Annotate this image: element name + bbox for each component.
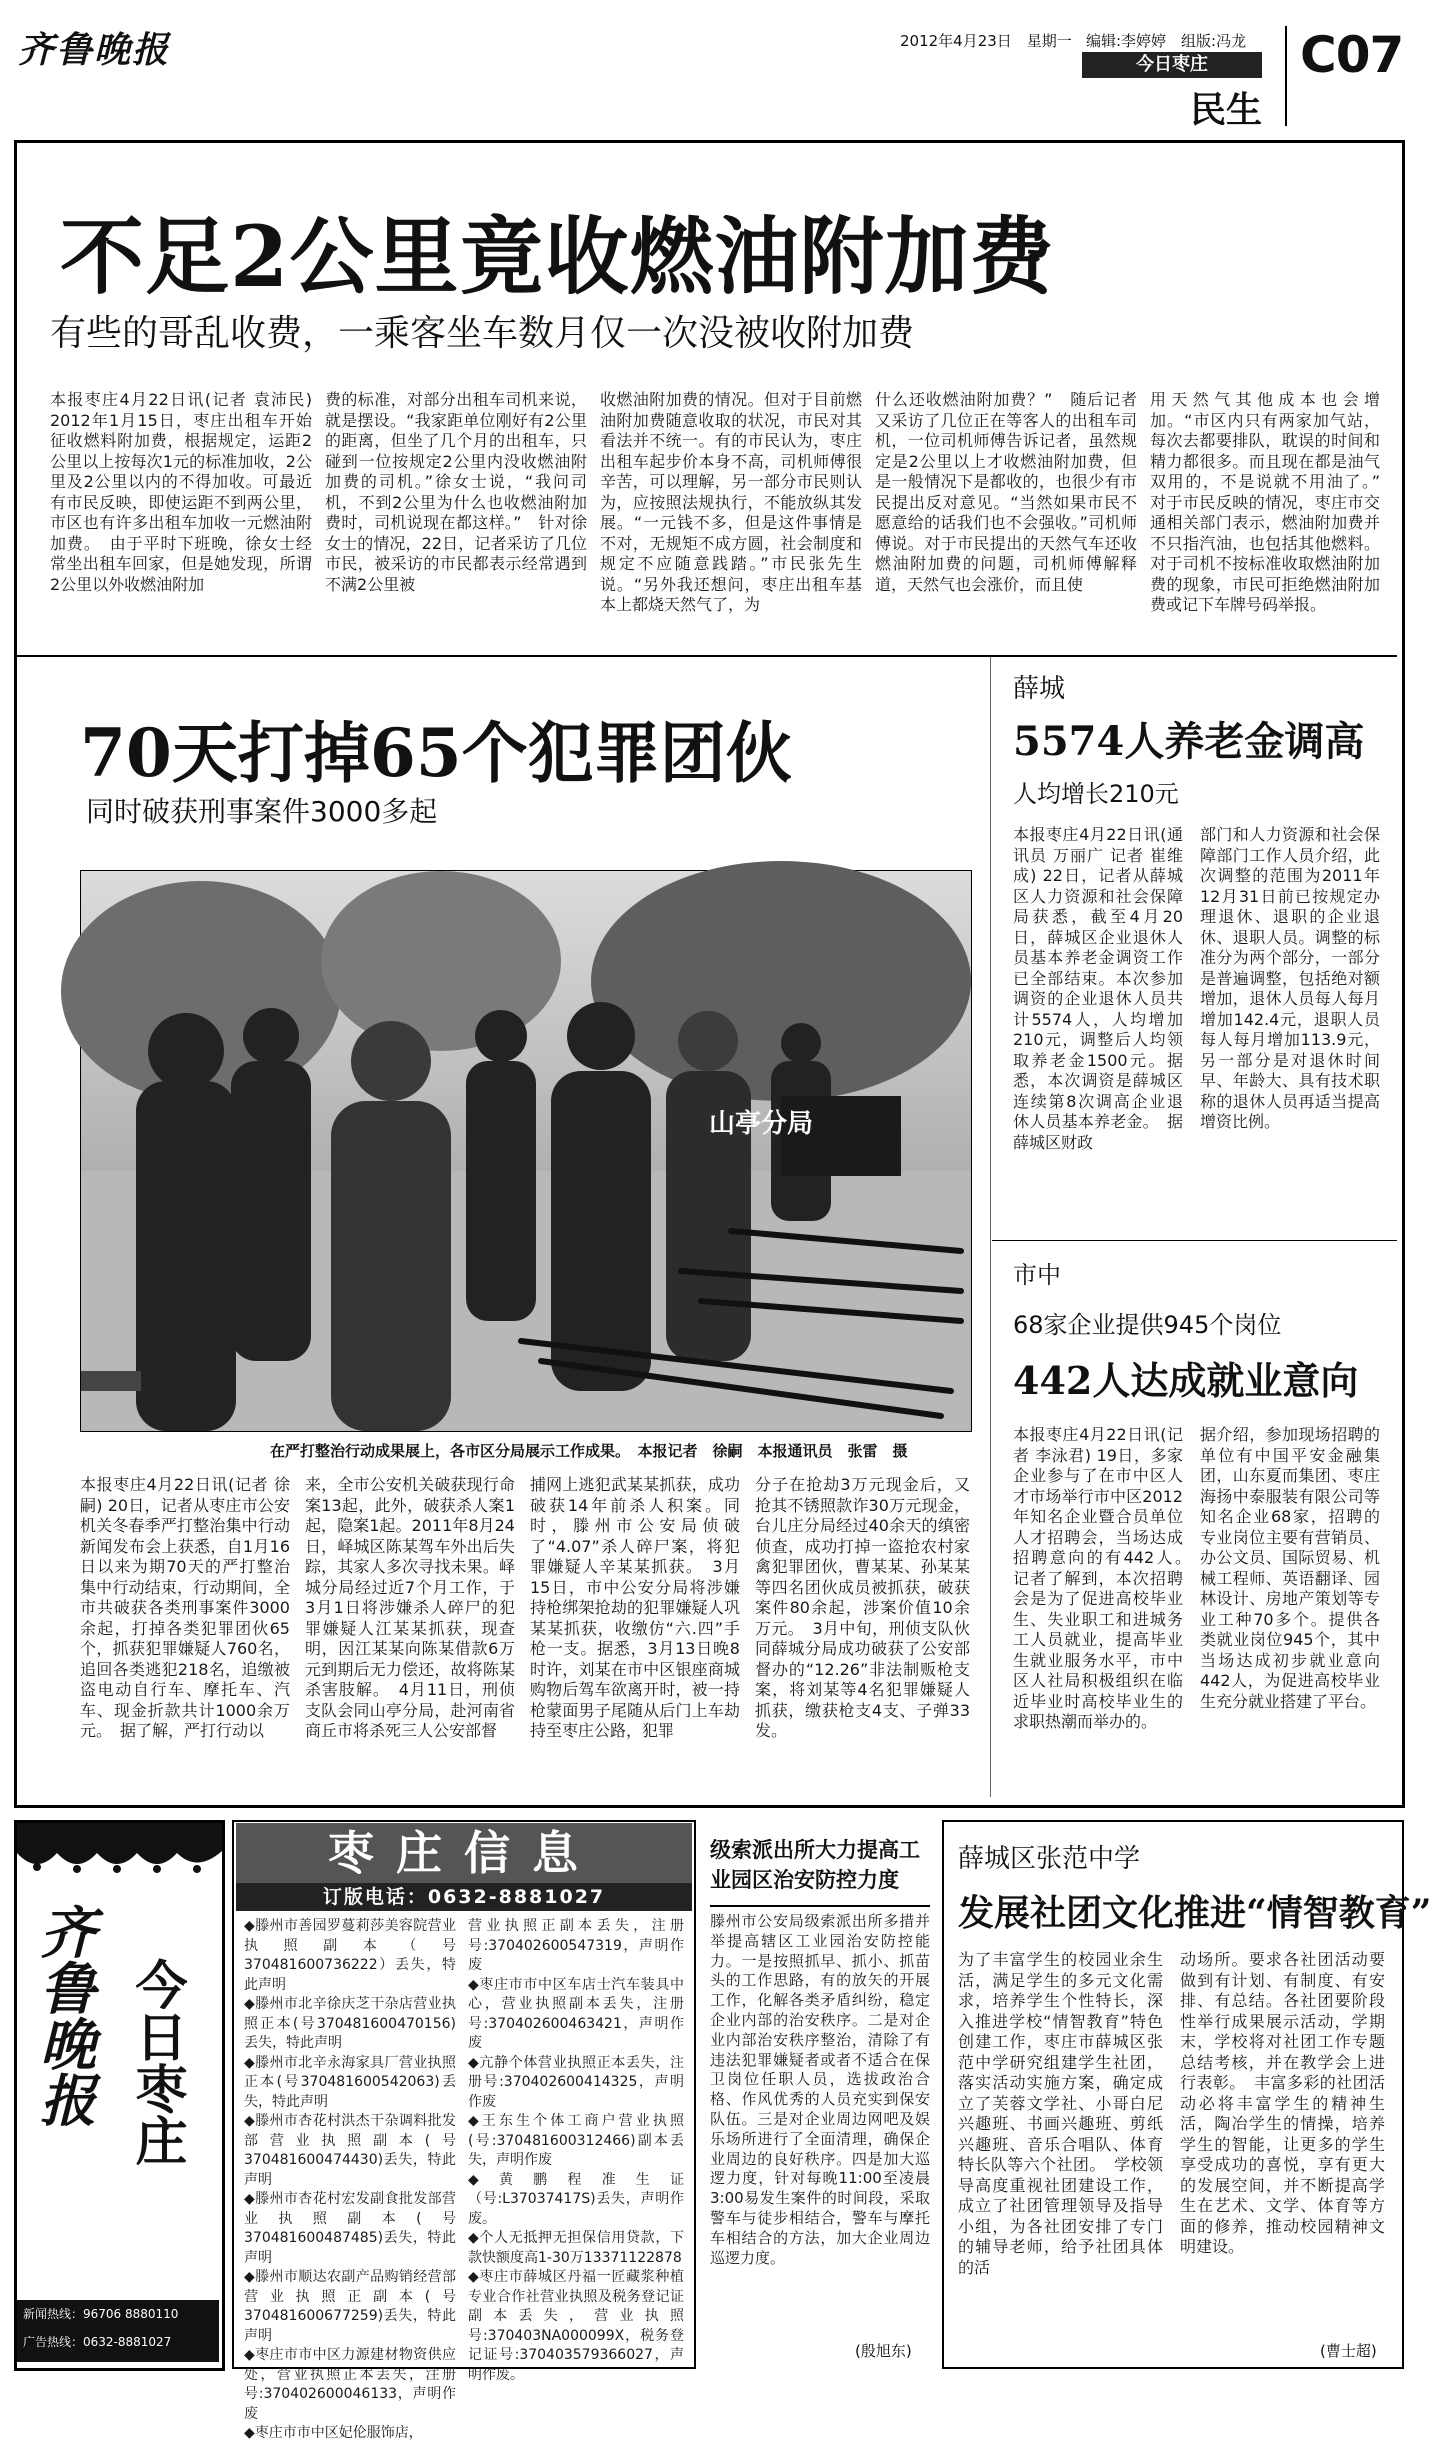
hotline-ads: 广告热线：0632-8881027 [23,2335,172,2349]
story1-col-4: 什么还收燃油附加费？” 随后记者又采访了几位正在等客人的出租车司机，一位司机师傅告诉记者，虽然规定是2公里以上才收燃油附加费，但是一般情况下是都收的，也很少有市民提出反对意见。“当然如果市民不愿意给的话我们也不会强收。”司机师傅说。对于市民提出的天然气车还收燃油附加费的问题，司机师傅解释道，天然气也会涨价，而且使 [875,390,1137,594]
editor-line: 编辑:李婷婷 组版:冯龙 [1086,32,1247,50]
story6-col-2: 动场所。要求各社团活动要做到有计划、有制度、有安排、有总结。各社团要阶段性举行成果展示活动，学期末，学校将对社团工作专题总结考核，并在教学会上进行表彰。 丰富多彩的社团活动必将丰富学生的精神生活，陶冶学生的情操，培养学生的智能，让更多的学生享受成功的喜悦，享有更大的发展空间，并不断提高学生在艺术、文学、体育等方面的修养，推动校园精神文明建设。 [1180,1950,1385,2256]
story3-col-1: 本报枣庄4月22日讯(通讯员 万丽广 记者 崔维成) 22日，记者从薛城区人力资源和社会保障局获悉，截至4月20日，薛城区企业退休人员基本养老金调资工作已全部结束。本次参加调资的企业退休人员共计5574人，人均增加210元，调整后人均领取养老金1500元。据悉，本次调资是薛城区连续第8次调高企业退休人员基本养老金。 据薛城区财政 [1013,825,1183,1152]
ad-tag: 今日枣庄 [126,1958,186,2166]
story2-subhead: 同时破获刑事案件3000多起 [86,795,438,828]
story3-kicker: 薛城 [1013,674,1066,704]
info-col-1: ◆滕州市善园罗蔓莉莎美容院营业执照副本（号370481600736222）丢失，特此声明 ◆滕州市北辛徐庆芝干杂店营业执照正本(号370481600470156)丢失，特此声明 ◆滕州市北辛永海家具厂营业执照正本(号370481600542063)丢失，特此声明 ◆滕州市杏花村洪杰干杂调料批发部营业执照副本(号370481600474430)丢失，特此声明 ◆滕州市杏花村宏发副食批发部营业执照副本(号370481600487485)丢失，特此声明 ◆滕州市顺达农副产品购销经营部营业执照正副本(号370481600677259)丢失，特此声明 ◆枣庄市市中区力源建材物资供应处，营业执照正本丢失，注册号:370402600046133，声明作废 ◆枣庄市市中区妃伦服饰店， [244,1918,456,2441]
story4-subhead: 68家企业提供945个岗位 [1013,1311,1282,1339]
story2-col-2: 来，全市公安机关破获现行命案13起，此外，破获杀人案1起，隐案1起。2011年8月24日，峄城区陈某驾车外出后失踪，其家人多次寻找未果。峄城分局经过近7个月工作，于3月1日将涉嫌杀人碎尸的犯罪嫌疑人江某某抓获，现查明，因江某某向陈某借款6万元到期后无力偿还，故将陈某杀害肢解。 4月11日，刑侦支队会同山亭分局，赴河南省商丘市将杀死三人公安部督 [305,1475,515,1740]
masthead-logo: 齐鲁晚报 [18,29,171,71]
story1-subhead: 有些的哥乱收费，一乘客坐车数月仅一次没被收附加费 [50,313,915,354]
story4-headline: 442人达成就业意向 [1013,1358,1359,1403]
hotline-news: 新闻热线：96706 8880110 [23,2307,179,2321]
story1-col-5: 用天然气其他成本也会增加。“市区内只有两家加气站，每次去都要排队，耽误的时间和精力都很多。而且现在都是油气双用的，不是说就不用油了。” 对于市民反映的情况，枣庄市交通相关部门表示，燃油附加费并不只指汽油，也包括其他燃料。对于司机不按标准收取燃油附加费的现象，市民可拒绝燃油附加费或记下车牌号码举报。 [1150,390,1397,614]
section-tag: 今日枣庄 [1082,52,1262,78]
story3-headline: 5574人养老金调高 [1013,718,1365,765]
story5-byline: (殷旭东) [855,2342,912,2360]
divider-story1 [17,655,1397,657]
info-phone: 订版电话：0632-8881027 [236,1883,692,1911]
story1-col-1: 本报枣庄4月22日讯(记者 袁沛民) 2012年1月15日，枣庄出租车开始征收燃料附加费，根据规定，运距2公里以上按每次1元的标准加收，2公里及2公里以内的不得加收。可最近有市民反映，即使运距不到两公里，市区也有许多出租车加收一元燃油附加费。 由于平时下班晚，徐女士经常坐出租车回家，但是她发现，所谓2公里以外收燃油附加 [50,390,312,594]
story2-headline: 70天打掉65个犯罪团伙 [80,714,792,792]
story3-col-2: 部门和人力资源和社会保障部门工作人员介绍，此次调整的范围为2011年12月31日前已按规定办理退休、退职的企业退休、退职人员。调整的标准分为两个部分，一部分是普遍调整，包括绝对额增加，退休人员每人每月增加142.4元，退职人员每人每月增加113.9元，另一部分是对退休时间早、年龄大、具有技术职称的退休人员再适当提高增资比例。 [1200,825,1380,1131]
story5-title: 级索派出所大力提高工业园区治安防控力度 [710,1837,920,1892]
ad-block [14,1820,225,2371]
divider-story3 [992,1240,1397,1241]
story4-kicker: 市中 [1013,1261,1061,1289]
ad-logo: 齐鲁晚报 [31,1903,97,2127]
story5-body: 滕州市公安局级索派出所多措并举提高辖区工业园治安防控能力。一是按照抓早、抓小、抓苗头的工作思路，有的放矢的开展工作，化解各类矛盾纠纷，稳定企业内部的治安秩序。二是对企业内部治安秩序整治，清除了有违法犯罪嫌疑者或者不适合在保卫岗位任职人员，选拔政治合格、作风优秀的人员充实到保安队伍。三是对企业周边网吧及娱乐场所进行了全面清理，确保企业周边的良好秩序。四是加大巡逻力度，针对每晚11:00至凌晨3:00易发生案件的时间段，采取警车与徒步相结合，警车与摩托车相结合的方法，加大企业周边巡逻力度。 [710,1912,930,2267]
masthead-divider [1285,26,1287,126]
story2-col-1: 本报枣庄4月22日讯(记者 徐嗣) 20日，记者从枣庄市公安机关冬春季严打整治集中行动新闻发布会上获悉，自1月16日以来为期70天的严打整治集中行动结束，行动期间，全市共破获各类刑事案件3000余起，打掉各类犯罪团伙65个，抓获犯罪嫌疑人760名，追回各类逃犯218名，追缴被盗电动自行车、摩托车、汽车、现金折款共计1000余万元。 据了解，严打行动以 [80,1475,290,1740]
section-name: 民生 [1190,90,1263,131]
photo-sign: 山亭分局 [708,1109,813,1139]
story2-photo [80,870,972,1432]
story6-headline: 发展社团文化推进“情智教育” [958,1892,1431,1934]
story1-headline: 不足2公里竟收燃油附加费 [60,207,1055,306]
story1-col-3: 收燃油附加费的情况。但对于目前燃油附加费随意收取的状况，市民对其看法并不统一。有的市民认为，枣庄出租车起步价本身不高，司机师傅很辛苦，可以理解，另一部分市民则认为，应按照法规执行，不能放纵其发展。“一元钱不多，但是这件事情是不对，无规矩不成方圆，社会制度和规定不应随意践踏。”市民张先生说。“另外我还想问，枣庄出租车基本上都烧天然气了，为 [600,390,862,614]
story5-rule [710,1905,930,1907]
story4-col-2: 据介绍，参加现场招聘的单位有中国平安金融集团，山东夏而集团、枣庄海扬中泰服装有限公司等知名企业68家，招聘的专业岗位主要有营销员、办公文员、国际贸易、机械工程师、英语翻译、园林设计、房地产策划等专业工种70多个。提供各类就业岗位945个，其中当场达成初步就业意向442人，为促进高校毕业生充分就业搭建了平台。 [1200,1425,1380,1711]
story1-col-2: 费的标准，对部分出租车司机来说，就是摆设。“我家距单位刚好有2公里的距离，但坐了几个月的出租车，只碰到一位按规定2公里内没收燃油附加费的司机。”徐女士说，“我问司机，不到2公里为什么也收燃油附加费时，司机说现在都这样。” 针对徐女士的情况，22日，记者采访了几位市民，被采访的市民都表示经常遇到不满2公里被 [325,390,587,594]
date-line: 2012年4月23日 星期一 [900,32,1072,50]
story3-subhead: 人均增长210元 [1013,780,1179,808]
divider-right-column [990,657,991,1797]
story2-caption: 在严打整治行动成果展上，各市区分局展示工作成果。 本报记者 徐嗣 本报通讯员 张雷 摄 [270,1442,908,1460]
page-code: C07 [1300,26,1404,84]
ad-footer [17,2300,219,2362]
story2-col-3: 捕网上逃犯武某某抓获，成功破获14年前杀人积案。同时，滕州市公安局侦破了“4.07”杀人碎尸案，将犯罪嫌疑人辛某某抓获。 3月15日，市中公安分局将涉嫌持枪绑架抢劫的犯罪嫌疑人巩某某抓获，收缴仿“六.四”手枪一支。据悉，3月13日晚8时许，刘某在市中区银座商城购物后驾车欲离开时，被一持枪蒙面男子尾随从后门上车劫持至枣庄公路，犯罪 [530,1475,740,1740]
story4-col-1: 本报枣庄4月22日讯(记者 李泳君) 19日，多家企业参与了在市中区人才市场举行市中区2012年知名企业暨合员单位人才招聘会，当场达成招聘意向的有442人。 记者了解到，本次招聘会是为了促进高校毕业生、失业职工和进城务工人员就业，提高毕业生就业服务水平，市中区人社局积极组织在临近毕业时高校毕业生的求职热潮而举办的。 [1013,1425,1200,1731]
info-title: 枣庄信息 [236,1823,692,1883]
story2-col-4: 分子在抢劫3万元现金后，又抢其不锈照款诈30万元现金，台儿庄分局经过40余天的缜密侦查，成功打掉一盗抢农村家禽犯罪团伙，曹某某、孙某某等四名团伙成员被抓获，破获案件80余起，涉案价值10余万元。 3月中旬，刑侦支队伙同薛城分局成功破获了公安部督办的“12.26”非法制贩枪支案，将刘某等4名犯罪嫌疑人抓获，缴获枪支4支、子弹33发。 [755,1475,970,1740]
info-col-2: 营业执照正副本丢失，注册号:370402600547319，声明作废 ◆枣庄市市中区车店士汽车装具中心，营业执照副本丢失，注册号:370402600463421，声明作废 ◆亢静个体营业执照正本丢失，注册号:370402600414325，声明作废 ◆王东生个体工商户营业执照(号:370481600312466)副本丢失，声明作废 ◆黄鹏程准生证（号:L37037417S)丢失，声明作废。 ◆个人无抵押无担保信用贷款，下款快额度高1-30万13371122878 ◆枣庄市薛城区丹福一匠藏浆种植专业合作社营业执照及税务登记证副本丢失，营业执照号:370403NA000099X，税务登记证号:370403579366027，声明作废。 [468,1918,684,2383]
story6-col-1: 为了丰富学生的校园业余生活，满足学生的多元文化需求，培养学生个性特长，深入推进学校“情智教育”特色创建工作，枣庄市薛城区张范中学研究组建学生社团，落实活动实施方案，确定成立了芙蓉文学社、小哥白尼兴趣班、书画兴趣班、剪纸兴趣班、音乐合唱队、体育特长队等六个社团。 学校领导高度重视社团建设工作，成立了社团管理领导及指导小组，为各社团安排了专门的辅导老师，给予社团具体的活 [958,1950,1163,2277]
story6-kicker: 薛城区张范中学 [958,1844,1141,1874]
story6-byline: (曹士超) [1320,2342,1377,2360]
